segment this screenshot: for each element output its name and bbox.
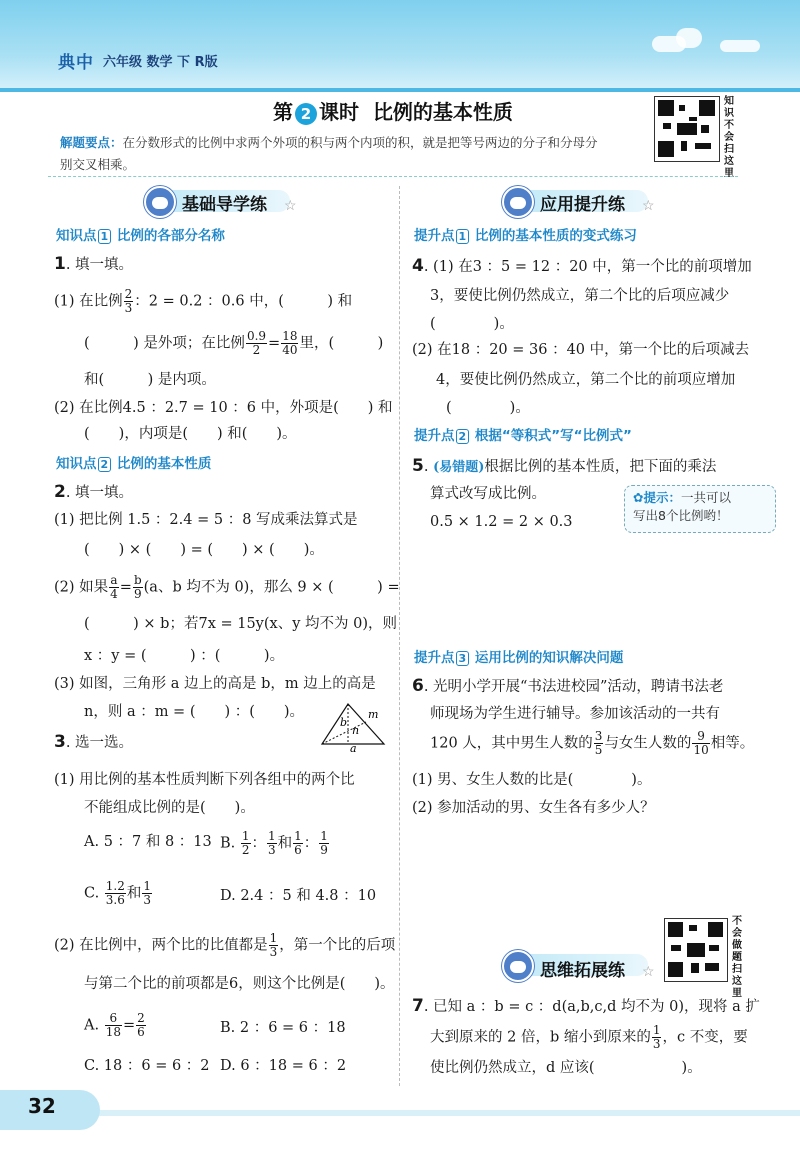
kp-number: 3	[456, 651, 470, 666]
star-icon: ☆	[284, 198, 297, 214]
q6-line-2: 师现场为学生进行辅导。参加该活动的一共有	[430, 706, 720, 722]
divider	[48, 176, 738, 177]
kp-title: 根据“等积式”写“比例式”	[474, 428, 632, 444]
section-title-basic: 基础导学练	[182, 195, 267, 215]
label-a: a	[350, 742, 357, 752]
question-3-title	[54, 732, 133, 753]
improvement-point-2	[414, 424, 632, 444]
kp-number: 1	[98, 229, 112, 244]
text: =	[268, 335, 281, 352]
kp-title: 比例的各部分名称	[116, 228, 225, 244]
text: . 已知 a ：b = c ：d(a,b,c,d 均不为 0)，现将 a 扩	[423, 999, 760, 1015]
q2-line-6: (3) 如图，三角形 a 边上的高是 b，m 边上的高是	[54, 676, 376, 692]
q1-line-5: ( )，内项是( ) 和( )。	[84, 426, 297, 442]
mascot-icon	[502, 950, 534, 982]
fraction: $\frac{1}{2}$	[241, 829, 250, 857]
kp-prefix: 提升点	[414, 650, 455, 666]
text: ，c 不变，要	[662, 1029, 748, 1046]
question-text: . 填一填。	[65, 485, 134, 501]
qr-code[interactable]	[654, 96, 720, 162]
fraction: $\frac{1}{3}$	[268, 829, 276, 857]
hint-text: 一共可以	[681, 490, 732, 505]
q3-line-1: (1) 用比例的基本性质判断下列各组中的两个比	[54, 772, 355, 788]
q6-line-4: (1) 男、女生人数的比是( )。	[412, 772, 652, 788]
text: C.	[84, 885, 100, 902]
tip-label: 解题要点：	[60, 135, 123, 150]
kp-prefix: 提升点	[414, 428, 455, 444]
q3-b-option-d[interactable]: D. 6 ：18 = 6 ：2	[220, 1058, 347, 1074]
q3-b-option-c[interactable]: C. 18 ：6 = 6 ：2	[84, 1058, 210, 1074]
text: 和	[126, 885, 142, 902]
lesson-prefix: 第	[273, 100, 293, 124]
q1-line-4: (2) 在比例4.5 ：2.7 = 10 ：6 中，外项是( ) 和	[54, 400, 393, 416]
q3-b-option-a[interactable]	[84, 1012, 147, 1039]
q3-option-a[interactable]: A. 5 ：7 和 8 ：13	[84, 834, 212, 850]
q3-line-3	[54, 932, 395, 959]
section-title-apply: 应用提升练	[540, 195, 625, 215]
knowledge-point-2	[56, 452, 211, 472]
fraction: $\frac{2}{6}$	[137, 1011, 145, 1039]
qr-code[interactable]	[664, 918, 728, 982]
question-number: 6	[412, 676, 424, 696]
lightbulb-icon: ✿	[633, 490, 644, 505]
book-subject: 六年级 数学 下 R版	[103, 55, 218, 70]
lesson-name: 比例的基本性质	[372, 100, 513, 124]
q4-line-5: 4，要使比例仍然成立，第二个比的前项应增加	[436, 372, 736, 388]
text: 里，( )	[299, 335, 384, 352]
qr-caption: 知识不会扫这里	[724, 96, 734, 179]
q2-line-7: n，则 a ：m = ( ) ：( )。	[84, 704, 305, 720]
question-1-title	[54, 254, 133, 275]
q7-line-3: 使比例仍然成立，d 应该( )。	[430, 1060, 702, 1076]
text: ( ) 是外项；在比例	[84, 335, 245, 352]
q7-line-2	[430, 1024, 748, 1051]
question-text: . 填一填。	[65, 257, 134, 273]
q4-line-3: ( )。	[430, 316, 514, 332]
kp-prefix: 知识点	[56, 228, 97, 244]
label-b: b	[340, 716, 348, 729]
q5-line-1	[412, 456, 716, 478]
text: 与女生人数的	[604, 735, 692, 752]
improvement-point-1	[414, 224, 637, 244]
fraction: $\frac{1}{9}$	[320, 829, 328, 857]
star-icon: ☆	[642, 964, 655, 980]
text: ：	[251, 835, 267, 852]
kp-prefix: 知识点	[56, 456, 97, 472]
text: (1) 在比例	[54, 293, 123, 310]
fraction: $\frac{1.2}{3.6}$	[105, 879, 125, 907]
improvement-point-3	[414, 646, 623, 666]
q3-b-option-b[interactable]: B. 2 ：6 = 6 ：18	[220, 1020, 346, 1036]
question-number: 2	[54, 482, 66, 502]
q3-option-c[interactable]	[84, 880, 153, 907]
text: . 光明小学开展“书法进校园”活动，聘请书法老	[423, 679, 724, 695]
text: .	[423, 459, 434, 475]
hint-box	[624, 485, 776, 533]
text: ：2 = 0.2 ：0.6 中，( ) 和	[134, 293, 353, 310]
q3-line-4: 与第二个比的前项都是6，则这个比例是( )。	[84, 976, 395, 992]
lesson-number: 2	[295, 103, 317, 125]
q3-option-d[interactable]: D. 2.4 ：5 和 4.8 ：10	[220, 888, 377, 904]
text: =	[122, 1017, 136, 1034]
kp-number: 1	[456, 229, 470, 244]
text: B.	[220, 835, 236, 852]
text: 大到原来的 2 倍，b 缩小到原来的	[430, 1029, 651, 1046]
question-number: 4	[412, 256, 424, 276]
solving-tip	[60, 132, 640, 176]
lesson-title	[273, 96, 513, 125]
label-n: n	[352, 724, 360, 737]
q2-line-3	[54, 574, 400, 601]
text: A.	[84, 1017, 100, 1034]
section-title-extend: 思维拓展练	[540, 961, 625, 981]
q2-line-4: ( ) × b；若7x = 15y(x、y 均不为 0)，则	[84, 616, 398, 632]
fraction: $\frac{0.9}{2}$	[246, 329, 267, 357]
text: (2) 如果	[54, 579, 109, 596]
question-number: 3	[54, 732, 66, 752]
hint-text-2: 写出8个比例哟！	[633, 508, 729, 523]
text: . (1) 在3 ：5 = 12 ：20 中，第一个比的前项增加	[423, 259, 752, 275]
text: 和	[277, 835, 293, 852]
text: =	[119, 579, 132, 596]
page-number: 32	[28, 1094, 56, 1118]
header-strip	[0, 88, 800, 92]
fraction: $\frac{1}{6}$	[294, 829, 302, 857]
q4-line-1	[412, 256, 752, 277]
footer-band	[90, 1110, 800, 1116]
fraction: $\frac{1}{3}$	[652, 1023, 661, 1051]
q5-line-2: 算式改写成比例。	[430, 486, 546, 502]
fraction: $\frac{1}{3}$	[269, 931, 278, 959]
question-2-title	[54, 482, 133, 503]
q2-line-2: ( ) × ( ) = ( ) × ( )。	[84, 542, 324, 558]
kp-number: 2	[98, 457, 112, 472]
q5-line-3: 0.5 × 1.2 = 2 × 0.3	[430, 514, 573, 530]
text: ，第一个比的后项	[279, 937, 396, 954]
question-number: 7	[412, 996, 424, 1016]
star-icon: ☆	[642, 198, 655, 214]
kp-prefix: 提升点	[414, 228, 455, 244]
brand-logo: 典中	[58, 53, 94, 73]
fraction: $\frac{1}{3}$	[143, 879, 152, 907]
text: (a、b 均不为 0)，那么 9 × ( ) =	[143, 579, 400, 596]
fraction: $\frac{a}{4}$	[110, 573, 118, 601]
column-divider	[399, 186, 400, 1086]
mascot-icon	[502, 186, 534, 218]
fraction: $\frac{18}{40}$	[282, 329, 298, 357]
text: 相等。	[710, 735, 755, 752]
knowledge-point-1	[56, 224, 225, 244]
lesson-suffix: 课时	[319, 100, 359, 124]
q2-line-1: (1) 把比例 1.5 ：2.4 = 5 ：8 写成乘法算式是	[54, 512, 358, 528]
mascot-icon	[144, 186, 176, 218]
cloud-decoration	[720, 40, 760, 52]
question-text: . 选一选。	[65, 735, 134, 751]
q1-line-1	[54, 288, 352, 315]
q3-option-b[interactable]	[220, 830, 330, 857]
q2-line-5: x ：y = ( ) ：( )。	[84, 648, 285, 664]
kp-title: 比例的基本性质的变式练习	[474, 228, 637, 244]
question-number: 1	[54, 254, 66, 274]
fraction: $\frac{9}{10}$	[693, 729, 709, 757]
fraction: $\frac{2}{3}$	[124, 287, 133, 315]
question-number: 5	[412, 456, 424, 476]
q1-line-3: 和( ) 是内项。	[84, 372, 216, 388]
error-prone-tag: (易错题)	[433, 460, 485, 475]
text: (2) 在比例中，两个比的比值都是	[54, 937, 268, 954]
tip-text-1: 在分数形式的比例中求两个外项的积与两个内项的积，就是把等号两边的分子和分母分	[122, 135, 598, 150]
label-m: m	[368, 708, 379, 721]
hint-label: 提示：	[643, 490, 681, 505]
tip-text-2: 别交叉相乘。	[60, 157, 136, 172]
cloud-decoration	[676, 28, 702, 48]
q3-line-2: 不能组成比例的是( )。	[84, 800, 255, 816]
fraction: $\frac{6}{18}$	[105, 1011, 121, 1039]
fraction: $\frac{b}{9}$	[133, 573, 142, 601]
q4-line-6: ( )。	[446, 400, 530, 416]
text: 120 人，其中男生人数的	[430, 735, 593, 752]
kp-title: 比例的基本性质	[116, 456, 212, 472]
q7-line-1	[412, 996, 760, 1017]
qr-caption: 不会做题扫这里	[732, 916, 742, 999]
text: 根据比例的基本性质，把下面的乘法	[484, 459, 717, 475]
q6-line-3	[430, 730, 754, 757]
triangle-figure	[318, 700, 388, 752]
kp-title: 运用比例的知识解决问题	[474, 650, 624, 666]
kp-number: 2	[456, 429, 470, 444]
q6-line-1	[412, 676, 723, 697]
q1-line-2	[84, 330, 383, 357]
text: ：	[303, 835, 319, 852]
fraction: $\frac{3}{5}$	[594, 729, 603, 757]
q4-line-2: 3，要使比例仍然成立，第二个比的后项应减少	[430, 288, 730, 304]
q6-line-5: (2) 参加活动的男、女生各有多少人？	[412, 800, 655, 816]
q4-line-4: (2) 在18 ：20 = 36 ：40 中，第一个比的后项减去	[412, 342, 750, 358]
